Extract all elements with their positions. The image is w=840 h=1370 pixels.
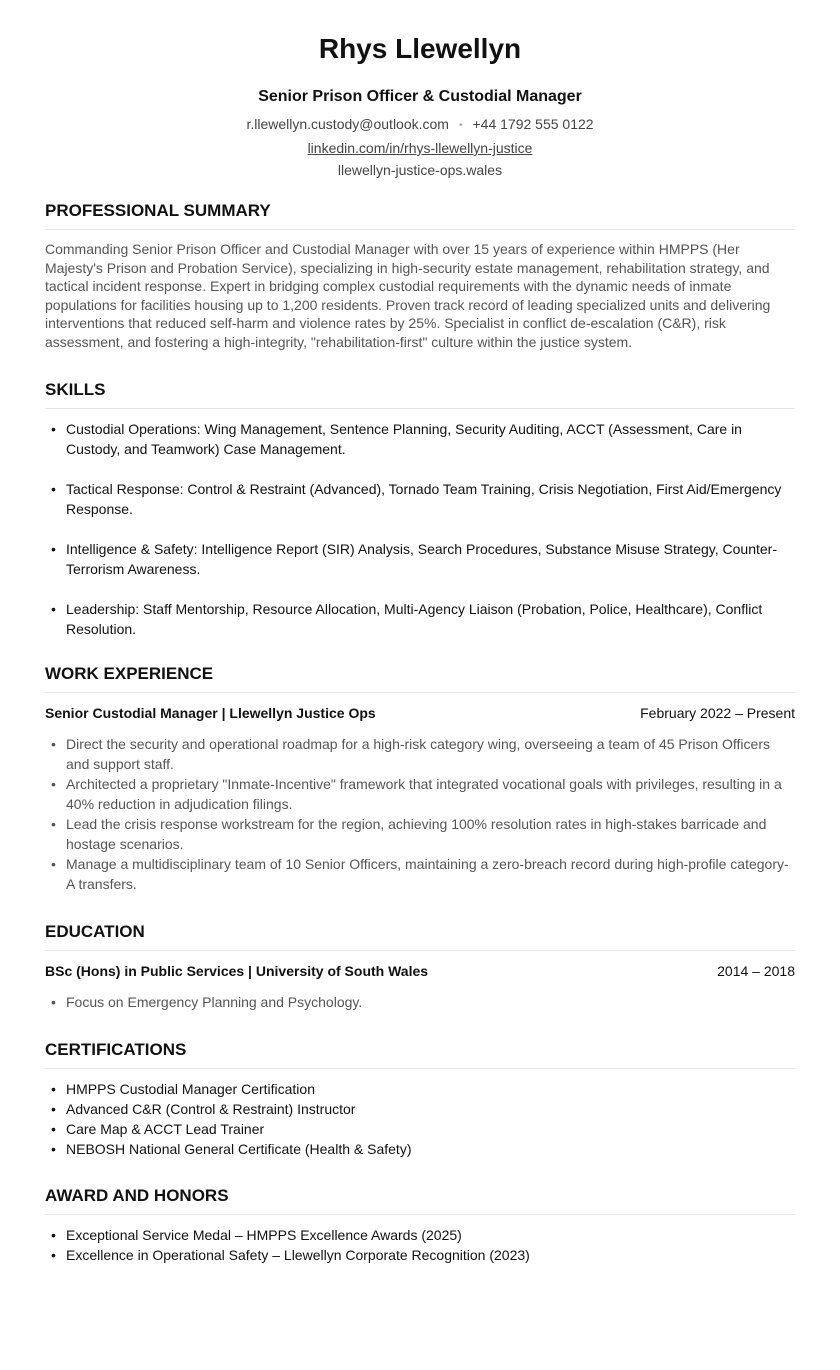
awards-list [45,1225,795,1265]
awards-section [45,1185,795,1265]
job-dates: February 2022 – Present [640,705,795,721]
summary-section [45,200,795,352]
certification-item: • Advanced C&R (Control & Restraint) Instructor [45,1099,795,1119]
skills-section [45,379,795,639]
section-heading-awards: AWARD AND HONORS [45,1185,795,1215]
experience-section [45,663,795,894]
education-bullet: • Focus on Emergency Planning and Psychology. [45,992,795,1012]
email-text: r.llewellyn.custody@outlook.com [246,116,449,132]
job-bullets [45,734,795,894]
section-heading-experience: WORK EXPERIENCE [45,663,795,693]
website-text: llewellyn-justice-ops.wales [337,162,503,178]
section-heading-summary: PROFESSIONAL SUMMARY [45,200,795,230]
certifications-section [45,1039,795,1159]
section-heading-skills: SKILLS [45,379,795,409]
candidate-title: Senior Prison Officer & Custodial Manager [258,88,582,105]
certification-item: • NEBOSH National General Certificate (Health & Safety) [45,1139,795,1159]
summary-text: Commanding Senior Prison Officer and Custodial Manager with over 15 years of experience within HMPPS (Her Majesty's Prison and Probation Service), specializing in high-security estate management, rehabilitation strategy, and tactical incident response. Expert in bridging complex custodial requirements with the dynamic needs of inmate populations for facilities housing up to 1,200 residents. Proven track record of leading specialized units and delivering interventions that reduced self-harm and violence rates by 25%. Specialist in conflict de-escalation (C&R), risk assessment, and fostering a high-integrity, "rehabilitation-first" culture within the justice system. [45,241,771,350]
phone-text: +44 1792 555 0122 [472,116,594,132]
job-title: Senior Custodial Manager | Llewellyn Justice Ops [45,705,376,721]
award-item: • Exceptional Service Medal – HMPPS Excellence Awards (2025) [45,1225,795,1245]
job-bullet: • Lead the crisis response workstream for the region, achieving 100% resolution rates in high-stakes barricade and hostage scenarios. [45,814,795,854]
job-bullet: • Manage a multidisciplinary team of 10 Senior Officers, maintaining a zero-breach record during high-profile category-A transfers. [45,854,795,894]
certifications-list [45,1079,795,1159]
skill-item: • Intelligence & Safety: Intelligence Report (SIR) Analysis, Search Procedures, Substance Misuse Strategy, Counter-Terrorism Awareness. [45,539,795,579]
education-dates: 2014 – 2018 [717,963,795,979]
education-section [45,921,795,1012]
section-heading-certifications: CERTIFICATIONS [45,1039,795,1069]
job-bullet: • Architected a proprietary "Inmate-Incentive" framework that integrated vocational goals with privileges, resulting in a 40% reduction in adjudication filings. [45,774,795,814]
degree-title: BSc (Hons) in Public Services | University of South Wales [45,963,429,979]
education-bullets [45,992,795,1012]
candidate-name: Rhys Llewellyn [318,33,522,64]
linkedin-link[interactable]: linkedin.com/in/rhys-llewellyn-justice [307,140,533,156]
job-bullet: • Direct the security and operational roadmap for a high-risk category wing, overseeing a team of 45 Prison Officers and support staff. [45,734,795,774]
contact-separator: • [458,120,463,131]
section-heading-education: EDUCATION [45,921,795,951]
skill-item: • Leadership: Staff Mentorship, Resource Allocation, Multi-Agency Liaison (Probation, Police, Healthcare), Conflict Resolution. [45,599,795,639]
contact-row [45,114,795,136]
certification-item: • Care Map & ACCT Lead Trainer [45,1119,795,1139]
skills-list [45,419,795,639]
award-item: • Excellence in Operational Safety – Llewellyn Corporate Recognition (2023) [45,1245,795,1265]
resume-header [45,0,795,180]
certification-item: • HMPPS Custodial Manager Certification [45,1079,795,1099]
job-header [45,703,795,723]
education-header [45,961,795,981]
skill-item: • Tactical Response: Control & Restraint (Advanced), Tornado Team Training, Crisis Negotiation, First Aid/Emergency Response. [45,479,795,519]
skill-item: • Custodial Operations: Wing Management, Sentence Planning, Security Auditing, ACCT (Assessment, Care in Custody, and Teamwork) Case Management. [45,419,795,459]
